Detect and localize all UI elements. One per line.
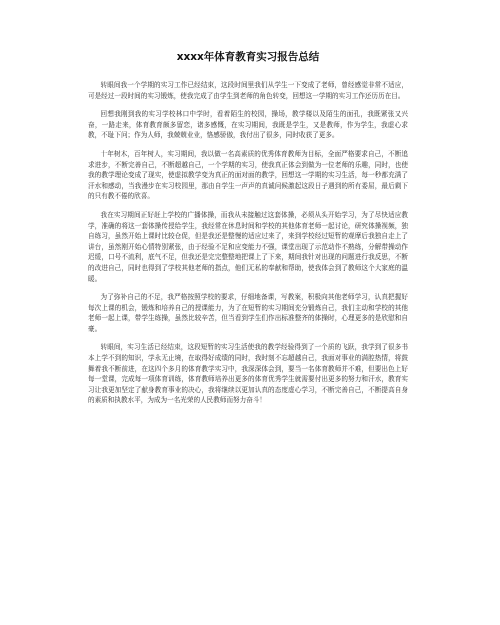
document-title: xxxx年体育教育实习报告总结: [176, 51, 320, 63]
paragraph-5: 为了弥补自己的不足，我严格按照学校的要求，仔细地备课，写教案，积极向其他老师学习，认真把握好每次上课的机会，锻炼和培养自己的授课能力，为了在短暂的实习期间充分锻炼自己，我们主动和学校的其他老师一起上课，带学生练操，虽然比较辛苦，但当看到学生们作出标准整齐的体操时，心理更多的是欣慰和自豪。: [88, 293, 408, 333]
paragraph-6: 转眼间，实习生活已经结束，这段短暂的实习生活使我的教学经验得到了一个质的飞跃，我学到了很多书本上学不到的知识，学永无止境，在取得好成绩的同时，我时刻不忘超越自己，我面对事业的满腔热情，将鼓舞着我不断前进，在这四个多月的体育教学实习中，我深深体会到，要当一名体育教师并不难，但要出色上好每一堂课，完成每一项体育训练，体育教师培养出更多的体育优秀学生就需要付出更多的努力和汗水，教育实习让我更加坚定了献身教育事业的决心，我将继续以更加认真的态度虚心学习，不断完善自己，不断提高自身的素质和执教水平，为成为一名光荣的人民教师而努力奋斗！: [88, 343, 408, 405]
document-page: [88, 50, 408, 414]
paragraph-1: 转眼间我一个学期的实习工作已经结束，这段时间里我们从学生一下变成了老师，曾经感觉非常不适应，可是经过一段时间的实习锻炼，使我完成了由学生到老师的角色转变，回想这一学期的实习工作还历历在目。: [88, 81, 408, 100]
paragraph-2: 回想我刚到我的实习学校林口中学时，看着陌生的校园，操场，教学楼以及陌生的面孔，我既紧张又兴奋，一路走来，体育教育颇多留恋，诸多感慨，在实习期间，我既是学生，又是教师，作为学生，我虚心求教，不耻下问；作为人师，我兢兢业业，恪感骄傲，我付出了很多，同时收获了更多。: [88, 110, 408, 140]
paragraph-3: 十年树木，百年树人，实习期间，我以做一名高素质的优秀体育教师为目标，全面严格要求自己，不断追求进步，不断完善自己，不断超越自己，一个学期的实习，使我真正体会到做为一位老师的乐趣，同时，也使我的教学理论变成了现实，使虚拟教学变为真正的面对面的教学，回想这一学期的实习生活，每一秒都充满了汗水和感动，当我漫步在实习校园里，那由自学生一声声的真诚问候激起这段日子遇到的所有委屈，最后剩下的只有教不倦的欣喜。: [88, 149, 408, 201]
paragraph-4: 我在实习期间正好赶上学校的广播体操，而我从未接触过这套体操，必须从头开始学习，为了尽快适应教学，准确的将这一套体操传授给学生，我经常在休息时间和学校的其他体育老师一起讨论，研究体操视频，独自练习，虽然开始上课时比较仓促，但是我还是整慢的适应过来了，来到学校经过短暂的观摩后我独自走上了讲台，虽然刚开始心情特别紧张，由于经验不足和应变能力不强，课堂出现了示范动作不熟练，分解带操动作迟缓，口号不流利，底气不足，但我还是完完整整地把课上了下来，期间我针对出现的问题进行我反思，不断的改进自己，同时也得到了学校其他老师的指点，他们无私的奉献和帮助，使我体会到了教师这个大家庭的温暖。: [88, 210, 408, 283]
